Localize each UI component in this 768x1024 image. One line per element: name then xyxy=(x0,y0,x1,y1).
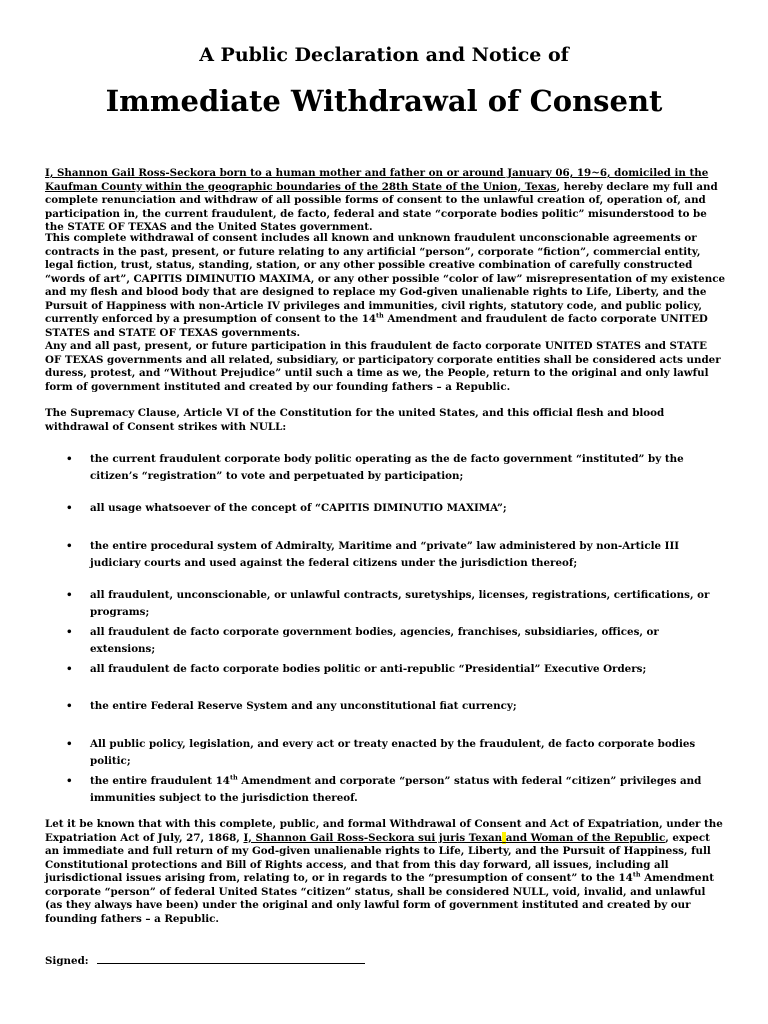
list-item-text: All public policy, legislation, and every act or treaty enacted by the fraudulent, de facto corporate bodies politic; xyxy=(90,738,696,767)
ordinal-suffix: th xyxy=(632,870,641,879)
bullet-icon: • xyxy=(66,663,73,675)
scope-text-end: Amendment and fraudulent de facto corporate UNITED STATES and STATE OF TEXAS governments. xyxy=(45,313,708,339)
list-item-text xyxy=(90,773,716,807)
list-item-text: all fraudulent de facto corporate government bodies, agencies, franchises, subsidiaries, offices, or extensions; xyxy=(90,626,659,655)
paragraph-expatriation xyxy=(45,818,725,926)
declarant-status: I, Shannon Gail Ross-Seckora sui juris Texan xyxy=(243,831,503,844)
item-text-end: Amendment and corporate “person” status with federal “citizen” privileges and immunities subject to the jurisdiction thereof. xyxy=(90,775,702,804)
list-item-text: all usage whatsoever of the concept of “CAPITIS DIMINUTIO MAXIMA”; xyxy=(90,502,507,514)
signature-block xyxy=(45,953,365,967)
declaration-text: , hereby declare my full and complete renunciation and withdraw of all possible forms of consent to the unlawful creation of, operation of, and participation in, the current fraudulent, de facto, federal and state “corporate bodies politic” misunderstood to be the STATE OF TEXAS and the United States government. xyxy=(45,180,718,233)
bullet-icon: • xyxy=(66,502,73,514)
scope-text: This complete withdrawal of consent includes all known and unknown fraudulent unconscionable agreements or contracts in the past, present, or future relating to any artificial “person”, corporate “fiction”, commercial entity, legal fiction, trust, status, standing, station, or any other possible creative combination of carefully constructed “words of art”, CAPITIS DIMINUTIO MAXIMA, or any other possible “color of law” misrepresentation of my existence and my flesh and blood body that are designed to replace my God-given unalienable rights to Life, Liberty, and the Pursuit of Happiness with non-Article IV privileges and immunities, civil rights, statutory code, and public policy, currently enforced by a presumption of consent to the 14 xyxy=(45,232,726,325)
rights-text: , expect an immediate and full return of my God-given unalienable rights to Life, Liberty, and the Pursuit of Happiness, full Constitutional protections and Bill of Rights access, and that from this day forward, all issues, including all jurisdictional issues arising from, relating to, or in regards to the “presumption of consent” to the 14 xyxy=(45,831,711,884)
list-item-text: all fraudulent, unconscionable, or unlawful contracts, suretyships, licenses, registrations, certifications, or programs; xyxy=(90,589,710,618)
list-item-text: the entire procedural system of Admiralty, Maritime and “private” law administered by non-Article III judiciary courts and used against the federal citizens under the jurisdiction thereof; xyxy=(90,540,680,569)
paragraph-withdrawal-scope xyxy=(45,232,725,340)
list-item-text: the entire Federal Reserve System and any unconstitutional fiat currency; xyxy=(90,700,517,712)
bullet-icon: • xyxy=(66,775,73,787)
paragraph-declaration xyxy=(45,167,725,235)
bullet-icon: • xyxy=(66,453,73,465)
signature-label: Signed: xyxy=(45,955,89,967)
declarant-intro: I, Shannon Gail Ross-Seckora born to a human mother and father on or around January 06, 19~6, domiciled in the Kaufman County within the geographic boundaries of the 28th State of the Union, Texas xyxy=(45,167,709,193)
item-text-start: the entire fraudulent 14 xyxy=(90,775,230,787)
paragraph-participation: Any and all past, present, or future participation in this fraudulent de facto corporate UNITED STATES and STATE OF TEXAS governments and all related, subsidiary, or participatory corporate entities shall be considered acts under duress, protest, and “Without Prejudice” until such a time as we, the People, return to the original and only lawful form of government instituted and created by our founding fathers – a Republic. xyxy=(45,340,721,393)
title-main: Immediate Withdrawal of Consent xyxy=(105,84,663,118)
paragraph-supremacy-clause: The Supremacy Clause, Article VI of the Constitution for the united States, and this official flesh and blood withdrawal of Consent strikes with NULL: xyxy=(45,407,665,433)
declarant-republic: and Woman of the Republic xyxy=(505,831,666,844)
bullet-icon: • xyxy=(66,589,73,601)
ordinal-suffix: th xyxy=(229,773,238,782)
bullet-icon: • xyxy=(66,738,73,750)
list-item-text: the current fraudulent corporate body politic operating as the de facto government “instituted” by the citizen’s “registration” to vote and perpetuated by participation; xyxy=(90,453,684,482)
nullification-text: Amendment corporate “person” of federal United States “citizen” status, shall be considered NULL, void, invalid, and unlawful (as they always have been) under the original and only lawful form of government instituted and created by our founding fathers – a Republic. xyxy=(45,872,714,925)
bullet-icon: • xyxy=(66,540,73,552)
list-item-text: all fraudulent de facto corporate bodies politic or anti-republic “Presidential” Executive Orders; xyxy=(90,663,647,675)
ordinal-suffix: th xyxy=(376,311,384,320)
title-top: A Public Declaration and Notice of xyxy=(199,44,569,66)
signature-line[interactable] xyxy=(97,953,365,964)
bullet-icon: • xyxy=(66,626,73,638)
expatriation-text: Let it be known that with this complete, public, and formal Withdrawal of Consent and Act of Expatriation, under the Expatriation Act of July, 27, 1868, xyxy=(45,818,723,844)
bullet-icon: • xyxy=(66,700,73,712)
